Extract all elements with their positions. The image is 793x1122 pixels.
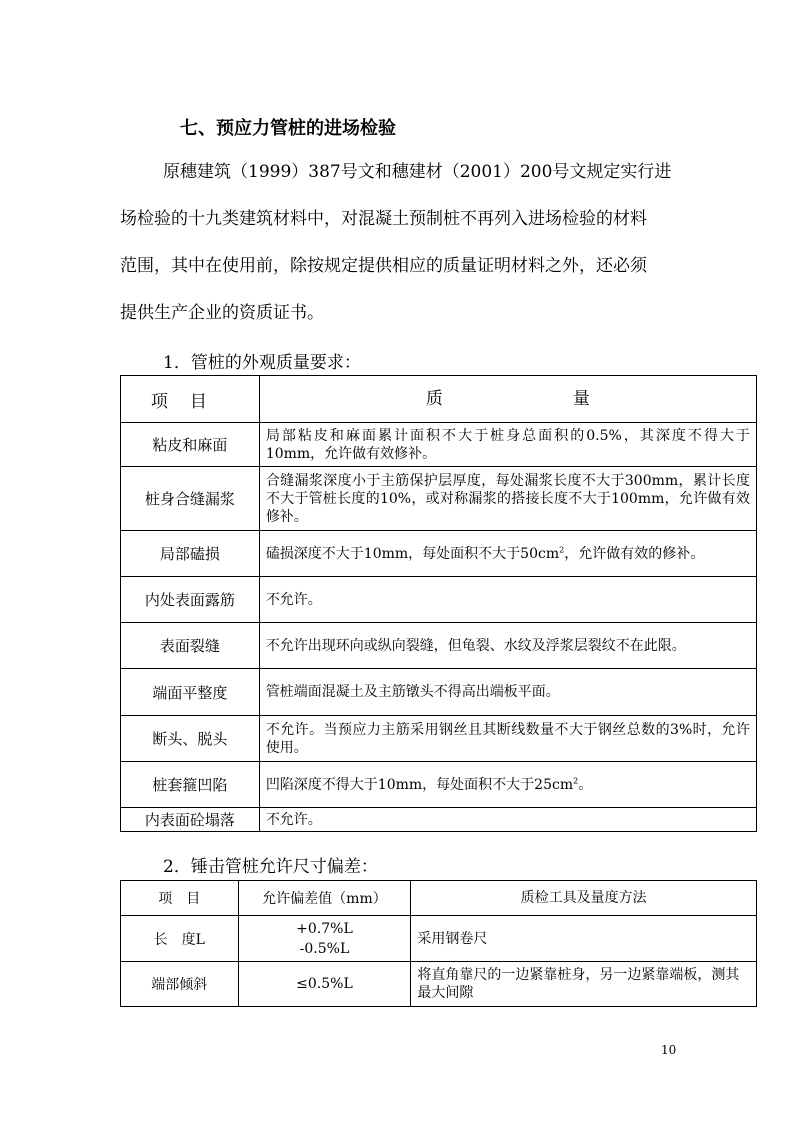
- superscript: 2: [559, 544, 565, 554]
- row-item: 断头、脱头: [121, 716, 260, 762]
- header-item: 项 目: [121, 881, 239, 916]
- row-tolerance: ≤0.5%L: [238, 962, 411, 1007]
- row-quality: [259, 762, 756, 808]
- row-quality: 不允许。: [259, 808, 756, 832]
- row-item: 端面平整度: [121, 669, 260, 716]
- table-row: [121, 623, 757, 669]
- header-quality: [259, 376, 756, 423]
- section-heading: 七、预应力管桩的进场检验: [180, 118, 396, 139]
- row-quality: 不允许。: [259, 577, 756, 623]
- header-quality-a: 质: [425, 389, 443, 409]
- row-item: 内表面砼塌落: [121, 808, 260, 832]
- header-item: 项目: [121, 376, 260, 423]
- row-quality: 合缝漏浆深度小于主筋保护层厚度，每处漏浆长度不大于300mm，累计长度不大于管桩长度的10%，或对称漏浆的搭接长度不大于100mm，允许做有效修补。: [259, 467, 756, 531]
- row-method: 采用钢卷尺: [411, 916, 757, 962]
- intro-line-2: 场检验的十九类建筑材料中，对混凝土预制桩不再列入进场检验的材料: [120, 209, 647, 229]
- table-row: [121, 577, 757, 623]
- table-row: [121, 962, 757, 1007]
- table-header-row: [121, 881, 757, 916]
- row-item: 粘皮和麻面: [121, 423, 260, 467]
- header-tolerance: 允许偏差值（mm）: [238, 881, 411, 916]
- row-method: 将直角靠尺的一边紧靠桩身，另一边紧靠端板，测其最大间隙: [411, 962, 757, 1007]
- row-quality-pre: 磕损深度不大于10mm，每处面积不大于50cm: [265, 545, 560, 562]
- row-quality: 管桩端面混凝土及主筋镦头不得高出端板平面。: [259, 669, 756, 716]
- row-item: 表面裂缝: [121, 623, 260, 669]
- table-row: [121, 467, 757, 531]
- intro-line-3: 范围，其中在使用前，除按规定提供相应的质量证明材料之外，还必须: [120, 256, 647, 276]
- row-quality-post: 。: [578, 776, 593, 793]
- row-item: 端部倾斜: [121, 962, 239, 1007]
- table-row: [121, 716, 757, 762]
- table1-caption: 1．管桩的外观质量要求：: [163, 353, 361, 373]
- page-number: 10: [661, 1043, 677, 1057]
- row-tolerance: [238, 916, 411, 962]
- tolerance-lower: -0.5%L: [299, 940, 350, 957]
- row-item: 桩身合缝漏浆: [121, 467, 260, 531]
- row-quality: 不允许。当预应力主筋采用钢丝且其断线数量不大于钢丝总数的3%时，允许使用。: [259, 716, 756, 762]
- dimension-tolerance-table: [120, 880, 757, 1007]
- table-row: [121, 916, 757, 962]
- table-row: [121, 423, 757, 467]
- row-item: 局部磕损: [121, 531, 260, 577]
- superscript: 2: [573, 775, 579, 785]
- intro-line-4: 提供生产企业的资质证书。: [120, 303, 324, 323]
- header-quality-b: 量: [572, 389, 590, 409]
- table-row: [121, 531, 757, 577]
- table-row: [121, 762, 757, 808]
- row-quality: [259, 531, 756, 577]
- row-quality: 局部粘皮和麻面累计面积不大于桩身总面积的0.5%，其深度不得大于10mm，允许做有效修补。: [259, 423, 756, 467]
- tolerance-upper: +0.7%L: [296, 920, 353, 937]
- row-quality-post: ，允许做有效的修补。: [564, 545, 705, 562]
- row-item: 内处表面露筋: [121, 577, 260, 623]
- intro-line-1: 原穗建筑（1999）387号文和穗建材（2001）200号文规定实行进: [163, 162, 672, 182]
- table2-caption: 2．锤击管桩允许尺寸偏差：: [163, 857, 378, 877]
- table-header-row: [121, 376, 757, 423]
- row-quality-pre: 凹陷深度不得大于10mm，每处面积不大于25cm: [265, 776, 574, 793]
- header-method: 质检工具及量度方法: [411, 881, 757, 916]
- row-item: 长 度L: [121, 916, 239, 962]
- appearance-quality-table: [120, 375, 757, 832]
- table-row: [121, 669, 757, 716]
- row-item: 桩套箍凹陷: [121, 762, 260, 808]
- table-row: [121, 808, 757, 832]
- row-quality: 不允许出现环向或纵向裂缝，但龟裂、水纹及浮浆层裂纹不在此限。: [259, 623, 756, 669]
